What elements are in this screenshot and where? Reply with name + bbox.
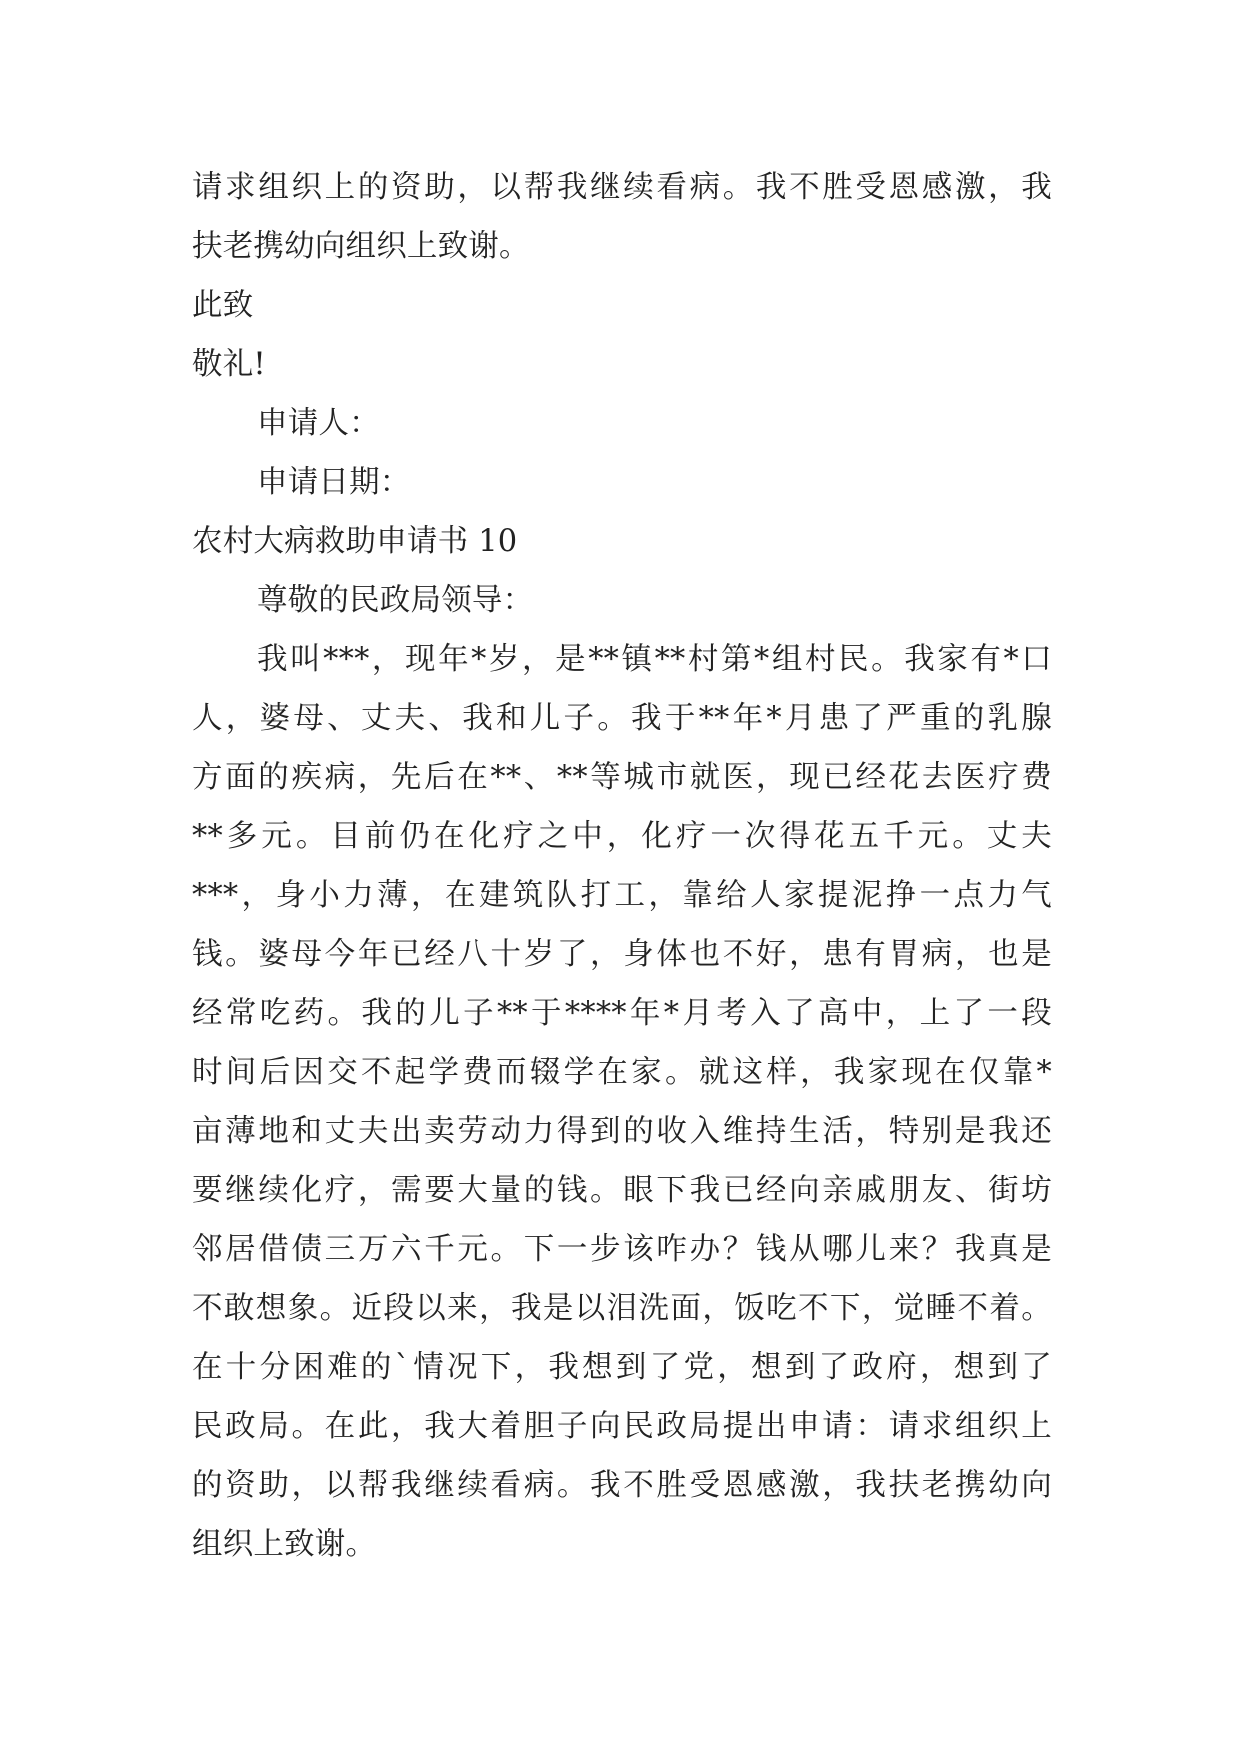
text-line: 要继续化疗，需要大量的钱。眼下我已经向亲戚朋友、街坊: [192, 1173, 1052, 1208]
text-line: 人，婆母、丈夫、我和儿子。我于**年*月患了严重的乳腺: [192, 701, 1052, 736]
text-line: 请求组织上的资助，以帮我继续看病。我不胜受恩感激，我: [192, 170, 1052, 205]
text-line: 我叫***，现年*岁，是**镇**村第*组村民。我家有*口: [257, 642, 1052, 677]
text-line: 民政局。在此，我大着胆子向民政局提出申请：请求组织上: [192, 1409, 1052, 1444]
text-line: 方面的疾病，先后在**、**等城市就医，现已经花去医疗费: [192, 760, 1052, 795]
text-line: 的资助，以帮我继续看病。我不胜受恩感激，我扶老携幼向: [192, 1468, 1052, 1503]
text-line: 钱。婆母今年已经八十岁了，身体也不好，患有胃病，也是: [192, 937, 1052, 972]
text-line: 时间后因交不起学费而辍学在家。就这样，我家现在仅靠*: [192, 1055, 1052, 1090]
text-line: 经常吃药。我的儿子**于****年*月考入了高中，上了一段: [192, 996, 1052, 1031]
text-line: 亩薄地和丈夫出卖劳动力得到的收入维持生活，特别是我还: [192, 1114, 1052, 1149]
applicant-label: 申请人：: [257, 406, 380, 441]
letter-greeting: 尊敬的民政局领导：: [257, 583, 534, 618]
text-line: 扶老携幼向组织上致谢。: [192, 229, 530, 264]
closing-respect: 敬礼!: [192, 347, 266, 382]
section-heading: 农村大病救助申请书 10: [192, 524, 518, 559]
text-line: 不敢想象。近段以来，我是以泪洗面，饭吃不下，觉睡不着。: [192, 1291, 1052, 1326]
text-line: 邻居借债三万六千元。下一步该咋办？钱从哪儿来？我真是: [192, 1232, 1052, 1267]
text-line: **多元。目前仍在化疗之中，化疗一次得花五千元。丈夫: [192, 819, 1052, 854]
closing-salutation: 此致: [192, 288, 254, 323]
text-line: ***，身小力薄，在建筑队打工，靠给人家提泥挣一点力气: [192, 878, 1052, 913]
text-line: 在十分困难的`情况下，我想到了党，想到了政府，想到了: [192, 1350, 1052, 1385]
application-date-label: 申请日期：: [257, 465, 411, 500]
text-line: 组织上致谢。: [192, 1527, 377, 1562]
document-body: [192, 158, 1052, 1574]
